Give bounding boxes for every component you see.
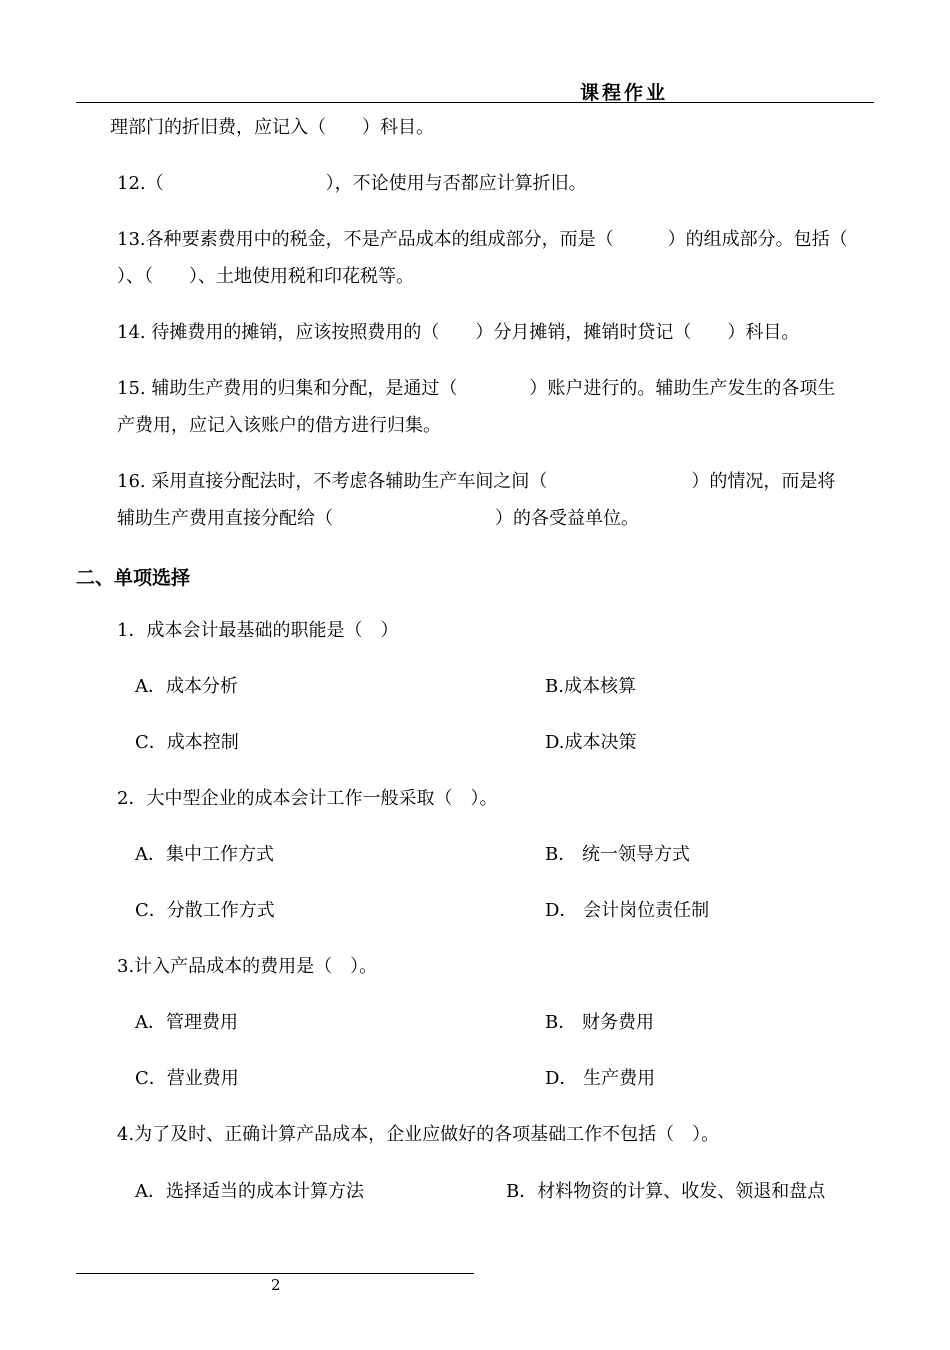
question-16-line-2: 辅助生产费用直接分配给（ ）的各受益单位。 bbox=[117, 508, 639, 529]
question-stem: 4.为了及时、正确计算产品成本，企业应做好的各项基础工作不包括（ ）。 bbox=[117, 1124, 720, 1145]
option-d: D． 生产费用 bbox=[545, 1068, 656, 1089]
question-11-continuation: 理部门的折旧费，应记入（ ）科目。 bbox=[110, 117, 434, 138]
option-a: A．集中工作方式 bbox=[135, 844, 274, 865]
option-c: C．分散工作方式 bbox=[135, 900, 275, 921]
option-a: A．管理费用 bbox=[135, 1012, 238, 1033]
option-b: B．材料物资的计算、收发、领退和盘点 bbox=[506, 1181, 826, 1202]
header-title: 课程作业 bbox=[580, 82, 669, 104]
question-stem: 1．成本会计最基础的职能是（ ） bbox=[117, 620, 399, 641]
option-c: C．营业费用 bbox=[135, 1068, 239, 1089]
question-stem: 2．大中型企业的成本会计工作一般采取（ ）。 bbox=[117, 788, 498, 809]
question-15-line-2: 产费用，应记入该账户的借方进行归集。 bbox=[117, 415, 441, 436]
question-15-line-1: 15. 辅助生产费用的归集和分配，是通过（ ）账户进行的。辅助生产发生的各项生 bbox=[117, 378, 836, 399]
option-d: D． 会计岗位责任制 bbox=[545, 900, 710, 921]
option-d: D.成本决策 bbox=[545, 732, 637, 753]
option-b: B． 财务费用 bbox=[545, 1012, 654, 1033]
option-b: B． 统一领导方式 bbox=[545, 844, 690, 865]
question-13-line-1: 13.各种要素费用中的税金，不是产品成本的组成部分，而是（ ）的组成部分。包括（ bbox=[117, 229, 848, 250]
page-number: 2 bbox=[271, 1276, 281, 1294]
question-14: 14. 待摊费用的摊销，应该按照费用的（ ）分月摊销，摊销时贷记（ ）科目。 bbox=[117, 322, 800, 343]
option-b: B.成本核算 bbox=[545, 676, 636, 697]
option-a: A．成本分析 bbox=[135, 676, 238, 697]
section-title: 二、单项选择 bbox=[76, 567, 191, 589]
header-rule bbox=[76, 102, 874, 103]
footer-rule bbox=[76, 1273, 474, 1274]
question-13-line-2: ）、（ ）、土地使用税和印花税等。 bbox=[117, 266, 414, 287]
option-a: A．选择适当的成本计算方法 bbox=[135, 1181, 364, 1202]
question-stem: 3.计入产品成本的费用是（ ）。 bbox=[117, 956, 378, 977]
option-c: C．成本控制 bbox=[135, 732, 239, 753]
question-12: 12.（ ），不论使用与否都应计算折旧。 bbox=[117, 173, 587, 194]
question-16-line-1: 16. 采用直接分配法时，不考虑各辅助生产车间之间（ ）的情况，而是将 bbox=[117, 471, 836, 492]
